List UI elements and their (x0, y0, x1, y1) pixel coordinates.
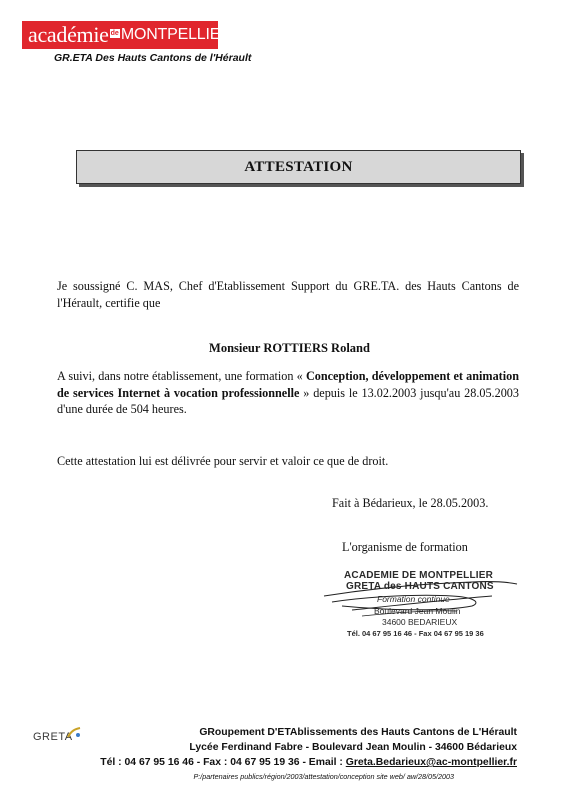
greta-subtitle: GR.ETA Des Hauts Cantons de l'Hérault (54, 52, 252, 64)
footer-email-link[interactable]: Greta.Bedarieux@ac-montpellier.fr (345, 757, 517, 768)
handwritten-signature (322, 566, 522, 648)
stamp-line-1: ACADEMIE DE MONTPELLIER (344, 570, 494, 581)
training-suffix: » depuis le 13.02.2003 jusqu'au 28.05.2003 d'une durée de 504 heures. (57, 385, 519, 416)
stamp-line-5: 34600 BEDARIEUX (382, 617, 458, 627)
footer-address: Lycée Ferdinand Fabre - Boulevard Jean Moulin - 34600 Bédarieux (189, 742, 517, 753)
footer-file-path: P:/partenaires publics/région/2003/attestation/conception site web/ aw/28/05/2003 (193, 772, 454, 781)
intro-paragraph: Je soussigné C. MAS, Chef d'Etablissement Support du GRE.TA. des Hauts Cantons de l'Hérault, certifie que (57, 279, 519, 310)
training-paragraph (57, 368, 519, 418)
stamp-line-4: Boulevard Jean Moulin (374, 606, 461, 616)
stamp-line-6: Tél. 04 67 95 16 46 - Fax 04 67 95 19 36 (347, 629, 484, 638)
logo-montpellier-text: MONTPELLIER (120, 26, 232, 43)
document-title: ATTESTATION (244, 158, 353, 175)
greta-logo-text: GRETA (33, 731, 73, 743)
academie-logo (22, 21, 232, 49)
footer-contact (100, 757, 517, 768)
place-date: Fait à Bédarieux, le 28.05.2003. (332, 496, 489, 510)
greta-logo-mark-icon (67, 727, 81, 739)
course-title: Conception, développement et animation de services Internet à vocation professionnelle (57, 369, 519, 400)
greta-footer-logo (33, 731, 83, 751)
footer-organisation: GRoupement D'ETAblissements des Hauts Cantons de L'Hérault (199, 727, 517, 738)
training-prefix: A suivi, dans notre établissement, une formation « (57, 369, 306, 383)
logo-academie-text: académie (28, 22, 109, 47)
signatory-label: L'organisme de formation (342, 540, 468, 554)
logo-de-text: de (110, 29, 119, 37)
stamp-line-2: GRETA des HAUTS CANTONS (346, 581, 494, 592)
delivery-paragraph: Cette attestation lui est délivrée pour servir et valoir ce que de droit. (57, 454, 389, 468)
stamp-line-3: Formation continue (377, 594, 450, 604)
title-box (76, 150, 521, 184)
footer-phone-fax: Tél : 04 67 95 16 46 - Fax : 04 67 95 19 36 - Email : (100, 757, 346, 768)
person-name: Monsieur ROTTIERS Roland (209, 341, 370, 355)
organisation-stamp (322, 566, 522, 648)
